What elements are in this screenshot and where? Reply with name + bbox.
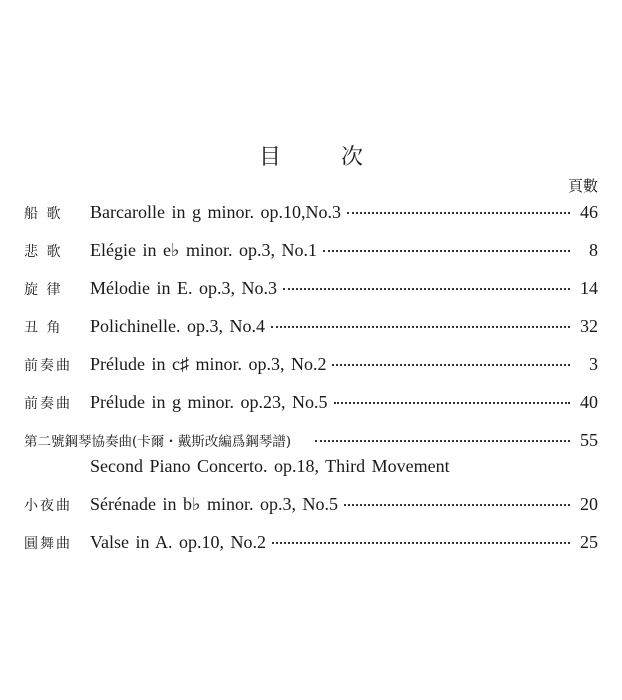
toc-entry[interactable] — [24, 392, 598, 416]
entry-category: 前奏曲 — [24, 396, 72, 412]
entry-category: 小夜曲 — [24, 498, 72, 514]
dot-leader — [315, 439, 570, 442]
entry-work: Sérénade in b♭ minor. op.3, No.5 — [90, 494, 338, 514]
entry-work: Prélude in c♯ minor. op.3, No.2 — [90, 354, 327, 374]
entry-work: Mélodie in E. op.3, No.3 — [90, 278, 277, 298]
dot-leader — [323, 249, 570, 252]
entry-work: Prélude in g minor. op.23, No.5 — [90, 392, 328, 412]
toc-title — [0, 140, 622, 171]
entry-category: 船 歌 — [24, 206, 63, 222]
dot-leader — [272, 541, 570, 544]
dot-leader — [271, 325, 570, 328]
concerto-subtitle: Second Piano Concerto. op.18, Third Movement — [90, 456, 450, 476]
entry-category: 丑 角 — [24, 320, 63, 336]
dot-leader — [283, 287, 570, 290]
toc-entry[interactable] — [24, 430, 598, 454]
toc-entry[interactable] — [24, 202, 598, 226]
dot-leader — [332, 363, 570, 366]
entry-page: 20 — [580, 494, 598, 514]
entry-category: 前奏曲 — [24, 358, 72, 374]
entry-page: 40 — [580, 392, 598, 412]
dot-leader — [344, 503, 570, 506]
toc-title-char-2: 次 — [341, 145, 364, 170]
entry-category: 圓舞曲 — [24, 536, 72, 552]
page-column-header: 頁數 — [567, 177, 598, 195]
entry-category: 旋 律 — [24, 282, 63, 298]
toc-entry[interactable] — [24, 316, 598, 340]
toc-entry[interactable] — [24, 278, 598, 302]
toc-title-char-1: 目 — [258, 145, 281, 170]
dot-leader — [347, 211, 570, 214]
entry-page: 8 — [589, 240, 598, 260]
entry-page: 25 — [580, 532, 598, 552]
entry-page: 55 — [580, 430, 598, 450]
toc-entry[interactable] — [24, 494, 598, 518]
toc-entry[interactable] — [24, 532, 598, 556]
entry-page: 3 — [589, 354, 598, 374]
entry-page: 32 — [580, 316, 598, 336]
entry-page: 46 — [580, 202, 598, 222]
dot-leader — [334, 401, 571, 404]
entry-work: Elégie in e♭ minor. op.3, No.1 — [90, 240, 317, 260]
entry-page: 14 — [580, 278, 598, 298]
entry-category: 第二號鋼琴協奏曲(卡爾・戴斯改編爲鋼琴譜) — [24, 434, 292, 450]
entry-category: 悲 歌 — [24, 244, 63, 260]
entry-work: Valse in A. op.10, No.2 — [90, 532, 266, 552]
toc-entry[interactable] — [24, 354, 598, 378]
entry-work: Polichinelle. op.3, No.4 — [90, 316, 265, 336]
toc-entry[interactable] — [24, 240, 598, 264]
entry-work: Barcarolle in g minor. op.10,No.3 — [90, 202, 341, 222]
